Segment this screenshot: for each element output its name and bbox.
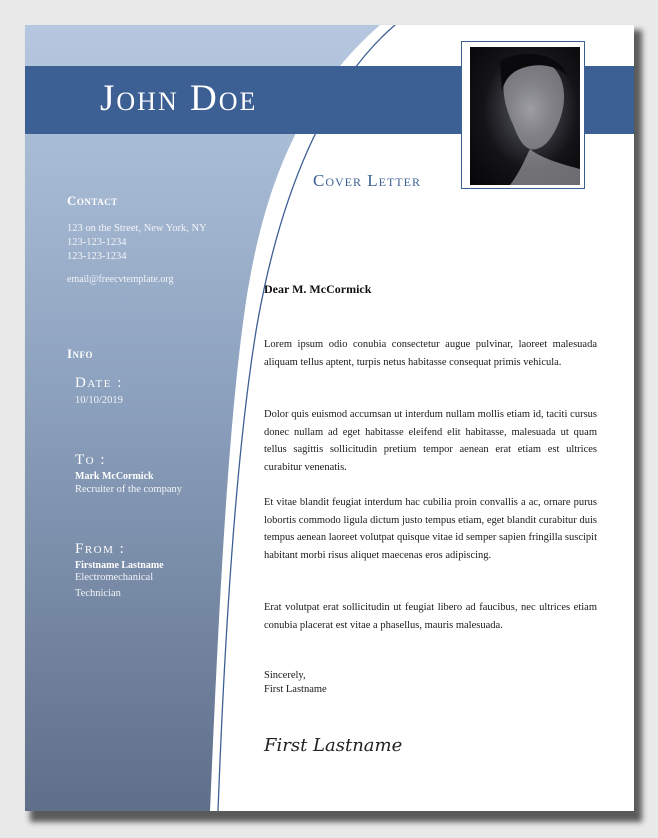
portrait-silhouette bbox=[470, 47, 580, 185]
closing-word: Sincerely, bbox=[264, 670, 306, 681]
letter-greeting: Dear M. McCormick bbox=[264, 282, 372, 296]
from-label: From : bbox=[75, 541, 126, 557]
letter-paragraph-1: Lorem ipsum odio conubia consectetur augue pulvinar, laoreet malesuada aliquam tellus aptent, turpis netus habitasse consequat primis vehicula. bbox=[264, 339, 597, 368]
to-name: Mark McCormick bbox=[75, 471, 154, 482]
candidate-name: John Doe bbox=[100, 78, 258, 119]
contact-address: 123 on the Street, New York, NY bbox=[67, 223, 207, 234]
from-name: Firstname Lastname bbox=[75, 560, 164, 571]
contact-email: email@freecvtemplate.org bbox=[67, 274, 174, 285]
closing-name: First Lastname bbox=[264, 684, 327, 695]
from-role-line-1: Electromechanical bbox=[75, 572, 154, 583]
letter-closing bbox=[264, 669, 327, 697]
contact-phone-1: 123-123-1234 bbox=[67, 237, 127, 248]
info-heading: Info bbox=[67, 346, 94, 361]
date-label: Date : bbox=[75, 375, 123, 391]
date-value: 10/10/2019 bbox=[75, 395, 123, 406]
portrait-photo bbox=[470, 47, 580, 185]
letter-paragraph-3: Et vitae blandit feugiat interdum hac cubilia proin convallis a ac, ornare purus lobortis commodo ligula dictum justo tempus etiam, eget blandit curabitur duis tempus aenean laoreet volutpat quisque vitae id semper sapien fringilla suscipit habitant morbi risus aliquet maecenas eros adipiscing. bbox=[264, 497, 597, 561]
letter-paragraph-2: Dolor quis euismod accumsan ut interdum nullam mollis etiam id, taciti cursus donec nullam ad eget habitasse eleifend elit habitasse, malesuada ut quam tellus sagittis sollicitudin pretium tempor aenean erat etiam est ultrices curabitur venenatis. bbox=[264, 409, 597, 473]
to-label: To : bbox=[75, 452, 107, 468]
from-role-line-2: Technician bbox=[75, 588, 121, 599]
handwritten-signature: First Lastname bbox=[264, 735, 403, 756]
cover-letter-title: Cover Letter bbox=[313, 171, 421, 190]
to-role: Recruiter of the company bbox=[75, 484, 182, 495]
contact-heading: Contact bbox=[67, 193, 118, 208]
contact-phone-2: 123-123-1234 bbox=[67, 251, 127, 262]
photo-frame bbox=[461, 41, 585, 189]
letter-paragraph-4: Erat volutpat erat sollicitudin ut feugiat libero ad faucibus, nec ultrices etiam conubia placerat est vitae a phasellus, mauris malesuada. bbox=[264, 602, 597, 631]
cover-letter-page bbox=[25, 25, 634, 811]
